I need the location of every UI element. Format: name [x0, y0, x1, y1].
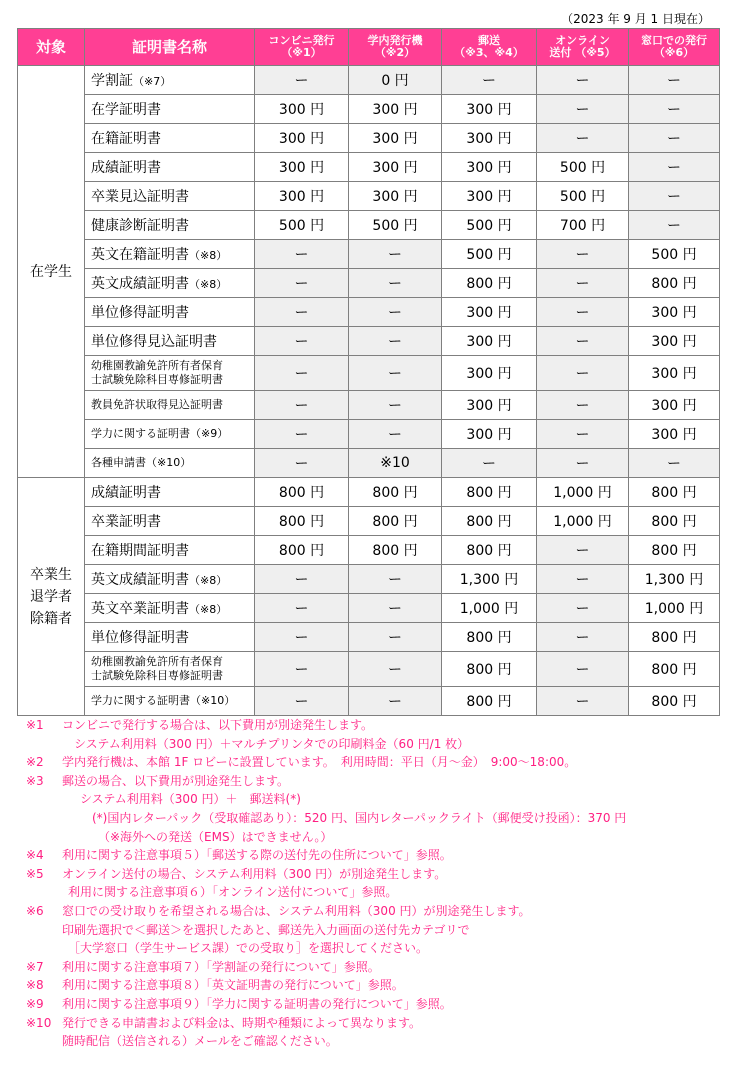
footnote-line: ※7 利用に関する注意事項７）「学割証の発行について」参照。 [26, 959, 380, 974]
fee-cell: ー [349, 623, 442, 652]
fee-cell: 300 円 [629, 327, 720, 356]
fee-cell: 500 円 [537, 182, 629, 211]
fee-cell: 800 円 [629, 269, 720, 298]
footnote-line: ※10 発行できる申請書および料金は、時期や種類によって異なります。 [26, 1015, 422, 1030]
table-row [18, 327, 720, 356]
fee-cell: ー [255, 66, 349, 95]
footnote-line: ※1 コンビニで発行する場合は、以下費用が別途発生します。 [26, 718, 374, 732]
fee-cell: 300 円 [629, 356, 720, 391]
fee-cell: 700 円 [537, 211, 629, 240]
table-row [18, 182, 720, 211]
fee-cell: 800 円 [442, 623, 537, 652]
fee-cell: ー [349, 594, 442, 623]
certificate-name: 英文成績証明書（※8） [85, 269, 255, 298]
table-row [18, 391, 720, 420]
fee-cell: 800 円 [255, 507, 349, 536]
fee-cell: 800 円 [442, 536, 537, 565]
footnote-line: 利用に関する注意事項６）「オンライン送付について」参照。 [68, 885, 398, 900]
header-online: オンライン 送付 （※5） [537, 29, 629, 66]
fee-cell: ー [537, 391, 629, 420]
fee-cell: ー [537, 565, 629, 594]
fee-cell: 300 円 [442, 182, 537, 211]
fee-cell: 0 円 [349, 66, 442, 95]
table-body [18, 66, 720, 716]
group-graduates: 卒業生 退学者 除籍者 [18, 478, 85, 716]
fee-cell: 800 円 [629, 507, 720, 536]
fee-cell: ー [537, 356, 629, 391]
table-row [18, 652, 720, 687]
fee-cell: 800 円 [255, 536, 349, 565]
fee-cell: ー [537, 66, 629, 95]
fee-cell: ー [255, 449, 349, 478]
fee-cell: 500 円 [442, 211, 537, 240]
fee-cell: 1,300 円 [629, 565, 720, 594]
header-mail: 郵送 （※3、※4） [442, 29, 537, 66]
footnote-line: 印刷先選択で＜郵送＞を選択したあと、郵送先入力画面の送付先カテゴリで [62, 922, 470, 937]
table-row [18, 298, 720, 327]
fee-cell: ー [255, 269, 349, 298]
footnote-line: ※2 学内発行機は、本館 1F ロビーに設置しています。 利用時間：平日（月～金） 9:00～18:00。 [26, 755, 577, 770]
certificate-name: 幼稚園教諭免許所有者保育 士試験免除科目専修証明書 [85, 652, 255, 687]
fee-cell: 1,000 円 [537, 507, 629, 536]
fee-cell: ー [442, 449, 537, 478]
footnote-line: ※6 窓口での受け取りを希望される場合は、システム利用料（300 円）が別途発生します。 [26, 903, 531, 918]
certificate-name: 英文成績証明書（※8） [85, 565, 255, 594]
footnote-line: ※4 利用に関する注意事項５）「郵送する際の送付先の住所について」参照。 [26, 848, 452, 863]
fee-cell: 1,000 円 [629, 594, 720, 623]
fee-cell: ー [629, 449, 720, 478]
fee-cell: ー [255, 240, 349, 269]
as-of-date: （2023 年 9 月 1 日現在） [561, 12, 710, 26]
fee-cell: 800 円 [349, 507, 442, 536]
footnote-line: （※海外への発送（EMS）はできません。） [98, 829, 333, 844]
fee-cell: ー [349, 356, 442, 391]
fee-cell: ー [629, 95, 720, 124]
fee-cell: ー [629, 211, 720, 240]
table-row [18, 95, 720, 124]
fee-cell: 800 円 [349, 478, 442, 507]
fee-cell: ー [349, 269, 442, 298]
fee-cell: ー [537, 449, 629, 478]
fee-cell: 800 円 [442, 269, 537, 298]
fee-cell: 300 円 [442, 298, 537, 327]
table-row [18, 687, 720, 716]
footnote-line: ※3 郵送の場合、以下費用が別途発生します。 [26, 773, 290, 788]
table-row [18, 124, 720, 153]
table-header-row [18, 29, 720, 66]
fee-cell: ー [537, 594, 629, 623]
fee-cell: ※10 [349, 449, 442, 478]
certificate-name: 卒業証明書 [85, 507, 255, 536]
header-campus-machine: 学内発行機 （※2） [349, 29, 442, 66]
fee-cell: 300 円 [442, 124, 537, 153]
fee-cell: ー [537, 687, 629, 716]
certificate-name: 英文在籍証明書（※8） [85, 240, 255, 269]
certificate-name: 英文卒業証明書（※8） [85, 594, 255, 623]
fee-cell: ー [537, 269, 629, 298]
fee-cell: 300 円 [442, 391, 537, 420]
certificate-fee-table [17, 28, 720, 716]
fee-cell: ー [442, 66, 537, 95]
fee-cell: 1,000 円 [442, 594, 537, 623]
fee-cell: 800 円 [442, 652, 537, 687]
fee-cell: 1,000 円 [537, 478, 629, 507]
fee-cell: 800 円 [255, 478, 349, 507]
table-row [18, 153, 720, 182]
fee-cell: ー [349, 298, 442, 327]
fee-cell: ー [349, 240, 442, 269]
fee-cell: 800 円 [442, 478, 537, 507]
table-row [18, 536, 720, 565]
fee-cell: ー [629, 66, 720, 95]
table-row [18, 211, 720, 240]
table-row [18, 623, 720, 652]
certificate-name: 学力に関する証明書（※10） [85, 687, 255, 716]
fee-cell: 300 円 [255, 95, 349, 124]
fee-cell: ー [629, 153, 720, 182]
table-row [18, 66, 720, 95]
certificate-name: 単位修得見込証明書 [85, 327, 255, 356]
fee-cell: ー [349, 327, 442, 356]
fee-cell: 300 円 [349, 182, 442, 211]
table-row [18, 269, 720, 298]
certificate-name: 学力に関する証明書（※9） [85, 420, 255, 449]
footnote-line: ※9 利用に関する注意事項９）「学力に関する証明書の発行について」参照。 [26, 996, 452, 1011]
certificate-name: 各種申請書（※10） [85, 449, 255, 478]
fee-cell: ー [255, 623, 349, 652]
certificate-name: 健康診断証明書 [85, 211, 255, 240]
fee-cell: 300 円 [629, 298, 720, 327]
fee-cell: ー [255, 391, 349, 420]
header-certificate-name: 証明書名称 [85, 29, 255, 66]
fee-cell: 300 円 [349, 95, 442, 124]
certificate-name: 学割証（※7） [85, 66, 255, 95]
fee-cell: ー [255, 356, 349, 391]
fee-cell: 800 円 [629, 687, 720, 716]
fee-cell: ー [537, 420, 629, 449]
table-row [18, 565, 720, 594]
fee-cell: ー [255, 327, 349, 356]
fee-cell: ー [537, 623, 629, 652]
certificate-name: 成績証明書 [85, 478, 255, 507]
table-row [18, 594, 720, 623]
fee-cell: 300 円 [442, 95, 537, 124]
footnote-line: ※5 オンライン送付の場合、システム利用料（300 円）が別途発生します。 [26, 866, 447, 881]
fee-cell: 300 円 [442, 356, 537, 391]
fee-cell: 300 円 [255, 182, 349, 211]
fee-cell: 300 円 [442, 327, 537, 356]
fee-cell: 300 円 [349, 153, 442, 182]
table-row [18, 449, 720, 478]
table-row [18, 240, 720, 269]
fee-cell: 300 円 [629, 420, 720, 449]
certificate-name: 幼稚園教諭免許所有者保育 士試験免除科目専修証明書 [85, 356, 255, 391]
fee-cell: ー [537, 536, 629, 565]
fee-cell: ー [537, 240, 629, 269]
fee-cell: ー [629, 124, 720, 153]
fee-cell: 300 円 [255, 153, 349, 182]
fee-cell: ー [537, 652, 629, 687]
fee-cell: 1,300 円 [442, 565, 537, 594]
table-row [18, 356, 720, 391]
certificate-name: 教員免許状取得見込証明書 [85, 391, 255, 420]
footnote-line: (*)国内レターパック（受取確認あり）：520 円、国内レターパックライト（郵便受け投函）：370 円 [92, 810, 627, 825]
fee-cell: 300 円 [349, 124, 442, 153]
header-convenience-store: コンビニ発行 （※1） [255, 29, 349, 66]
table-row [18, 420, 720, 449]
table-row [18, 507, 720, 536]
table-row [18, 478, 720, 507]
fee-cell: ー [537, 124, 629, 153]
certificate-name: 卒業見込証明書 [85, 182, 255, 211]
fee-cell: ー [255, 420, 349, 449]
fee-cell: 800 円 [629, 478, 720, 507]
fee-cell: ー [255, 687, 349, 716]
fee-cell: 300 円 [255, 124, 349, 153]
certificate-name: 単位修得証明書 [85, 623, 255, 652]
fee-cell: ー [629, 182, 720, 211]
footnote-line: システム利用料（300 円）＋マルチプリンタでの印刷料金（60 円/1 枚） [74, 736, 470, 751]
fee-cell: ー [349, 687, 442, 716]
fee-cell: 300 円 [442, 153, 537, 182]
fee-cell: 800 円 [629, 623, 720, 652]
header-window: 窓口での発行 （※6） [629, 29, 720, 66]
header-target: 対象 [18, 29, 85, 66]
fee-cell: 500 円 [255, 211, 349, 240]
footnote-line: 随時配信（送信される）メールをご確認ください。 [62, 1034, 338, 1049]
fee-cell: ー [349, 391, 442, 420]
fee-cell: 500 円 [349, 211, 442, 240]
group-current-students: 在学生 [18, 66, 85, 478]
fee-cell: ー [349, 652, 442, 687]
fee-cell: 500 円 [537, 153, 629, 182]
certificate-name: 在籍証明書 [85, 124, 255, 153]
certificate-name: 在籍期間証明書 [85, 536, 255, 565]
fee-cell: ー [537, 298, 629, 327]
fee-cell: ー [349, 565, 442, 594]
fee-cell: ー [537, 95, 629, 124]
fee-cell: ー [255, 652, 349, 687]
fee-cell: ー [537, 327, 629, 356]
fee-cell: 500 円 [629, 240, 720, 269]
fee-cell: 800 円 [629, 652, 720, 687]
fee-cell: 800 円 [442, 687, 537, 716]
fee-cell: ー [255, 298, 349, 327]
fee-cell: ー [255, 594, 349, 623]
fee-cell: 300 円 [442, 420, 537, 449]
certificate-name: 在学証明書 [85, 95, 255, 124]
fee-cell: 500 円 [442, 240, 537, 269]
certificate-name: 単位修得証明書 [85, 298, 255, 327]
fee-cell: ー [255, 565, 349, 594]
fee-cell: 800 円 [629, 536, 720, 565]
footnotes [26, 716, 732, 1051]
footnote-line: システム利用料（300 円）＋ 郵送料(*) [80, 792, 301, 807]
fee-cell: ー [349, 420, 442, 449]
certificate-name: 成績証明書 [85, 153, 255, 182]
fee-cell: 800 円 [442, 507, 537, 536]
fee-cell: 300 円 [629, 391, 720, 420]
footnote-line: ※8 利用に関する注意事項８）「英文証明書の発行について」参照。 [26, 978, 404, 993]
fee-cell: 800 円 [349, 536, 442, 565]
footnote-line: ［大学窓口（学生サービス課）での受取り］を選択してください。 [68, 941, 429, 956]
